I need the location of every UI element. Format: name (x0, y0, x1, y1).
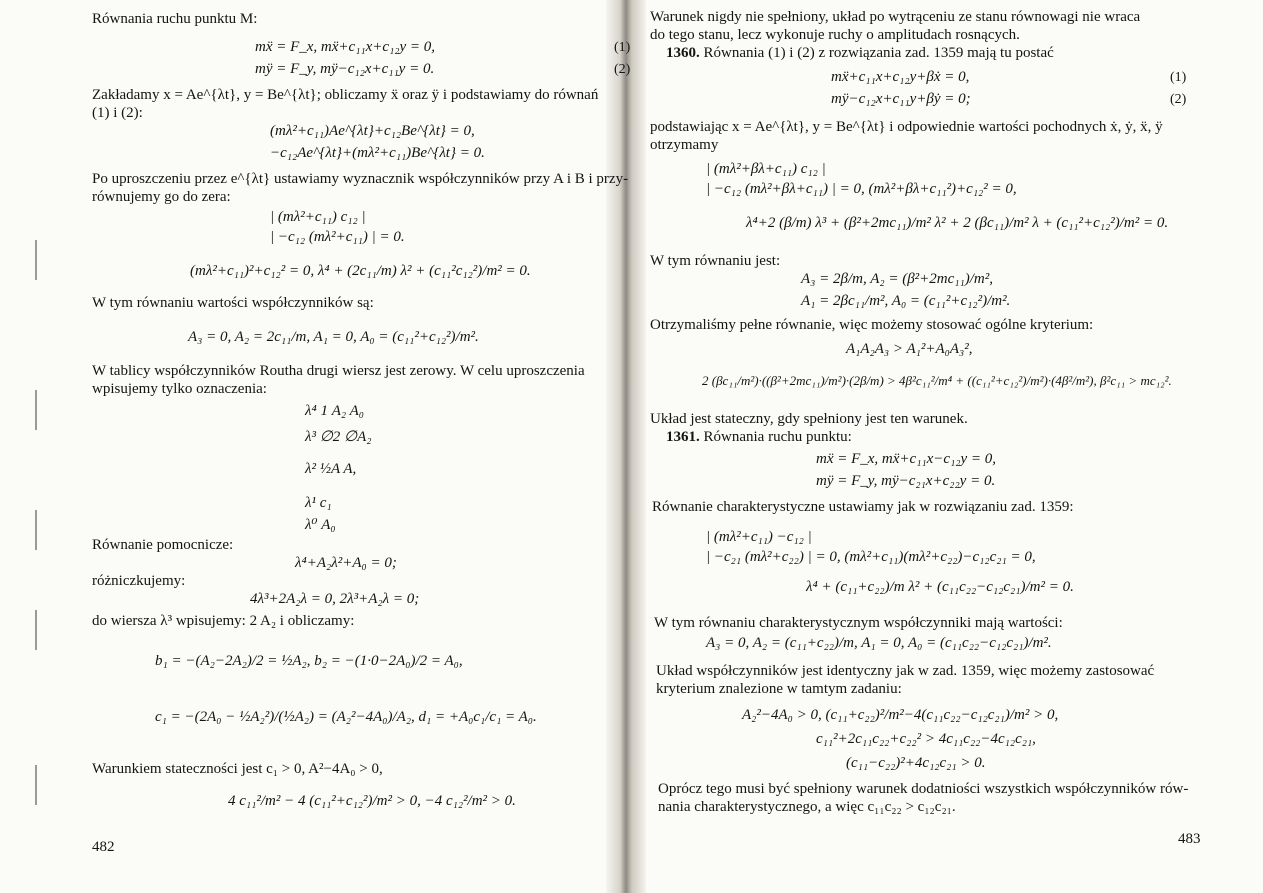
equation: A₃ = 0, A₂ = (c₁₁+c₂₂)/m, A₁ = 0, A₀ = (c₁₁c₂₂−c₁₂c₂₁)/m². (706, 635, 1052, 651)
determinant-row: | (mλ²+c₁₁) −c₁₂ | (706, 529, 812, 545)
page-number: 482 (92, 839, 115, 855)
text-line: W tym równaniu jest: (650, 253, 781, 269)
equation-number: (2) (614, 62, 631, 77)
text-line: W tym równaniu wartości współczynników są: (92, 295, 374, 311)
text-line: różniczkujemy: (92, 573, 186, 589)
text-line: kryterium znalezione w tamtym zadaniu: (656, 681, 902, 697)
equation: mÿ−c₁₂x+c₁₁y+βẏ = 0; (831, 91, 971, 107)
determinant-row: | −c₂₁ (mλ²+c₂₂) | = 0, (mλ²+c₁₁)(mλ²+c₂₂)−c₁₂c₂₁ = 0, (706, 549, 1036, 565)
problem-number: 1360. (666, 45, 700, 61)
text-line: Warunkiem stateczności jest c₁ > 0, A²−4A₀ > 0, (92, 761, 383, 777)
equation: mẍ+c₁₁x+c₁₂y+βẋ = 0, (831, 69, 970, 85)
text-line: otrzymamy (650, 137, 719, 153)
text-line: W tablicy współczynników Routha drugi wiersz jest zerowy. W celu uproszczenia (92, 363, 585, 379)
text-line: Warunek nigdy nie spełniony, układ po wytrąceniu ze stanu równowagi nie wraca (650, 9, 1141, 25)
text-line: Zakładamy x = Ae^{λt}, y = Be^{λt}; obliczamy ẍ oraz ÿ i podstawiamy do równań (92, 87, 599, 103)
routh-row: λ¹ c₁ (305, 495, 332, 511)
equation-number: (2) (1170, 92, 1187, 107)
problem-intro: Równania ruchu punktu: (699, 429, 852, 445)
text-line: (1) i (2): (92, 105, 143, 121)
equation: A₃ = 2β/m, A₂ = (β²+2mc₁₁)/m², (801, 271, 993, 287)
problem-number: 1361. (666, 429, 700, 445)
page-number: 483 (1178, 831, 1201, 847)
equation: −c₁₂Ae^{λt}+(mλ²+c₁₁)Be^{λt} = 0. (270, 145, 485, 161)
determinant-row: | (mλ²+c₁₁) c₁₂ | (270, 209, 366, 225)
equation: λ⁴ + (c₁₁+c₂₂)/m λ² + (c₁₁c₂₂−c₁₂c₂₁)/m² = 0. (806, 579, 1074, 595)
equation: (mλ²+c₁₁)²+c₁₂² = 0, λ⁴ + (2c₁₁/m) λ² + (c₁₁²c₁₂²)/m² = 0. (190, 263, 531, 279)
text-line: wpisujemy tylko oznaczenia: (92, 381, 267, 397)
routh-row: λ⁰ A₀ (305, 517, 336, 533)
equation: mÿ = F_y, mÿ−c₁₂x+c₁₁y = 0. (255, 61, 435, 77)
text-line: podstawiając x = Ae^{λt}, y = Be^{λt} i odpowiednie wartości pochodnych ẋ, ẏ, ẍ, ÿ (650, 119, 1163, 135)
equation-number: (1) (614, 40, 631, 55)
equation: A₃ = 0, A₂ = 2c₁₁/m, A₁ = 0, A₀ = (c₁₁²+c₁₂²)/m². (188, 329, 479, 345)
problem-heading (666, 44, 1054, 62)
equation: 4 c₁₁²/m² − 4 (c₁₁²+c₁₂²)/m² > 0, −4 c₁₂²/m² > 0. (228, 793, 516, 809)
problem-intro: Równania (1) i (2) z rozwiązania zad. 1359 mają tu postać (699, 45, 1054, 61)
equation: mẍ = F_x, mẍ+c₁₁x−c₁₂y = 0, (816, 451, 997, 467)
determinant-row: | −c₁₂ (mλ²+c₁₁) | = 0. (270, 229, 405, 245)
equation: λ⁴+A₂λ²+A₀ = 0; (295, 555, 397, 571)
text-line: W tym równaniu charakterystycznym współczynniki mają wartości: (654, 615, 1063, 631)
text-line: Oprócz tego musi być spełniony warunek dodatniości wszystkich współczynników rów- (658, 781, 1189, 797)
equation: A₁ = 2βc₁₁/m², A₀ = (c₁₁²+c₁₂²)/m². (801, 293, 1011, 309)
equation: c₁₁²+2c₁₁c₂₂+c₂₂² > 4c₁₁c₂₂−4c₁₂c₂₁, (816, 731, 1036, 747)
equation: 4λ³+2A₂λ = 0, 2λ³+A₂λ = 0; (250, 591, 420, 607)
equation: mÿ = F_y, mÿ−c₂₁x+c₂₂y = 0. (816, 473, 996, 489)
right-page (646, 0, 1263, 893)
determinant-row: | (mλ²+βλ+c₁₁) c₁₂ | (706, 161, 826, 177)
text-line: Otrzymaliśmy pełne równanie, więc możemy stosować ogólne kryterium: (650, 317, 1094, 333)
routh-row: λ⁴ 1 A₂ A₀ (305, 403, 364, 419)
routh-row: λ³ ∅2 ∅A₂ (305, 429, 372, 445)
text-line: Układ współczynników jest identyczny jak w zad. 1359, więc możemy zastosować (656, 663, 1155, 679)
equation: (c₁₁−c₂₂)²+4c₁₂c₂₁ > 0. (846, 755, 986, 771)
equation: A₁A₂A₃ > A₁²+A₀A₃², (846, 341, 973, 357)
equation: mẍ = F_x, mẍ+c₁₁x+c₁₂y = 0, (255, 39, 436, 55)
text-line: Równanie pomocnicze: (92, 537, 234, 553)
text-line: do tego stanu, lecz wykonuje ruchy o amplitudach rosnących. (650, 27, 1020, 43)
equation: c₁ = −(2A₀ − ½A₂²)/(½A₂) = (A₂²−4A₀)/A₂, d₁ = +A₀c₁/c₁ = A₀. (155, 709, 537, 725)
text-line: Po uproszczeniu przez e^{λt} ustawiamy wyznacznik współczynników przy A i B i przy- (92, 171, 629, 187)
equation: 2 (βc₁₁/m²)·((β²+2mc₁₁)/m²)·(2β/m) > 4β²c₁₁²/m⁴ + ((c₁₁²+c₁₂²)/m²)·(4β²/m²), β²c₁₁ > mc₁₂². (702, 373, 1172, 388)
equation: b₁ = −(A₂−2A₂)/2 = ½A₂, b₂ = −(1·0−2A₀)/2 = A₀, (155, 653, 463, 669)
equation: A₂²−4A₀ > 0, (c₁₁+c₂₂)²/m²−4(c₁₁c₂₂−c₁₂c₂₁)/m² > 0, (742, 707, 1059, 723)
text-line: Równania ruchu punktu M: (92, 11, 258, 27)
text-line: równujemy go do zera: (92, 189, 231, 205)
text-line: do wiersza λ³ wpisujemy: 2 A₂ i obliczamy: (92, 613, 355, 629)
determinant-row: | −c₁₂ (mλ²+βλ+c₁₁) | = 0, (mλ²+βλ+c₁₁²)+c₁₂² = 0, (706, 181, 1017, 197)
problem-heading (666, 428, 852, 446)
text-line: Układ jest stateczny, gdy spełniony jest ten warunek. (650, 411, 968, 427)
routh-row: λ² ½A A, (305, 461, 357, 477)
text-line: nania charakterystycznego, a więc c₁₁c₂₂ > c₁₂c₂₁. (658, 799, 956, 815)
equation: (mλ²+c₁₁)Ae^{λt}+c₁₂Be^{λt} = 0, (270, 123, 475, 139)
equation-number: (1) (1170, 70, 1187, 85)
equation: λ⁴+2 (β/m) λ³ + (β²+2mc₁₁)/m² λ² + 2 (βc₁₁)/m² λ + (c₁₁²+c₁₂²)/m² = 0. (746, 215, 1169, 231)
text-line: Równanie charakterystyczne ustawiamy jak w rozwiązaniu zad. 1359: (652, 499, 1074, 515)
